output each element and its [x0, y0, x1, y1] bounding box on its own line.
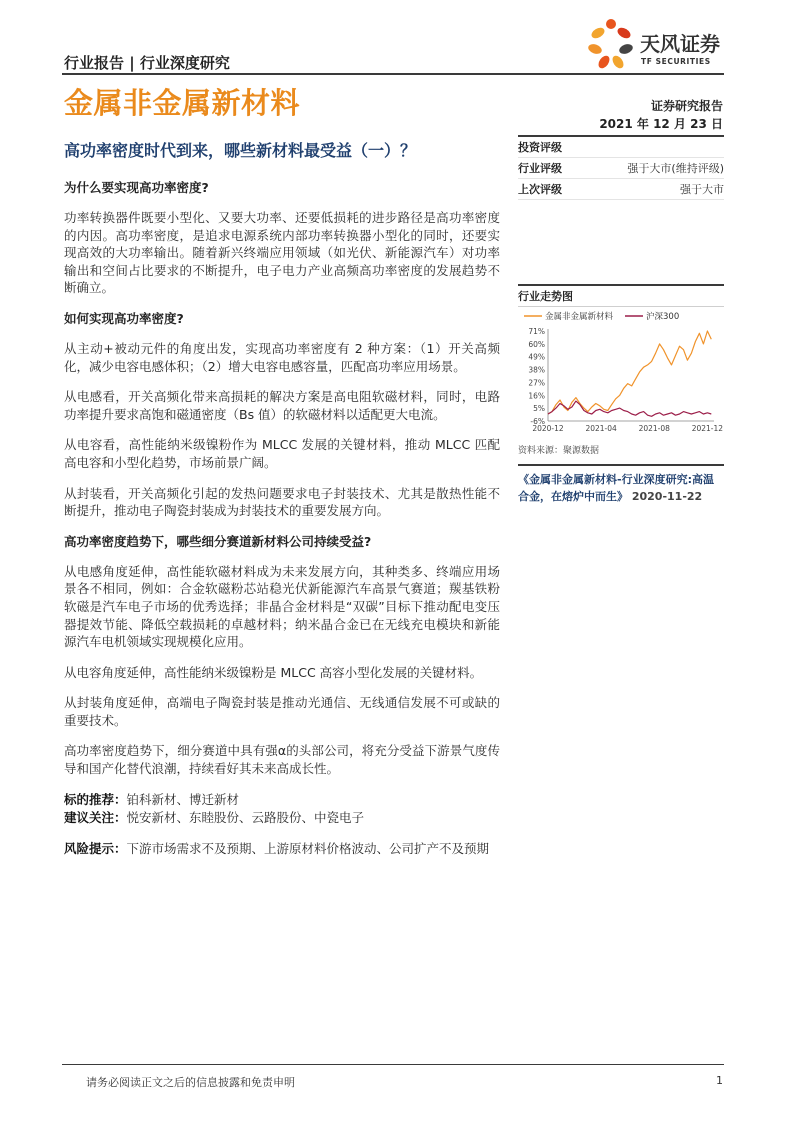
risk-text: 下游市场需求不及预期、上游原材料价格波动、公司扩产不及预期	[126, 840, 490, 856]
y-tick-label: 38%	[528, 365, 545, 375]
related-report-title: 《金属非金属新材料-行业深度研究:高温合金，在熔炉中而生》	[518, 473, 714, 503]
recommendation	[64, 791, 500, 809]
y-tick-label: 60%	[528, 339, 545, 349]
trend-title: 行业走势图	[518, 290, 573, 303]
rating-panel	[518, 135, 724, 200]
legend-label: 沪深300	[646, 312, 680, 322]
rating-header-label: 投资评级	[518, 141, 562, 154]
paragraph: 从电容角度延伸，高性能纳米级镍粉是 MLCC 高容小型化发展的关键材料。	[64, 664, 483, 680]
related-report	[518, 464, 724, 505]
legend-label: 金属非金属新材料	[545, 312, 614, 322]
doc-type: 证券研究报告	[650, 99, 723, 113]
risk-label: 风险提示：	[64, 840, 127, 856]
article-title: 高功率密度时代到来，哪些新材料最受益（一）？	[64, 141, 417, 160]
risk-note	[64, 840, 500, 858]
industry-rating-label: 行业评级	[518, 162, 562, 175]
report-type: 行业报告 | 行业深度研究	[64, 54, 230, 72]
x-tick-label: 2020-12	[532, 424, 564, 433]
x-tick-label: 2021-12	[691, 424, 724, 433]
industry-rating-value: 强于大市(维持评级)	[627, 162, 724, 175]
article-body	[64, 179, 500, 870]
tf-logo-icon	[584, 16, 636, 72]
x-tick-label: 2021-04	[585, 424, 617, 433]
paragraph: 从电感看，开关高频化带来高损耗的解决方案是高电阻软磁材料，同时，电路功率提升要求高饱和磁通密度（Bs 值）的软磁材料以适配更大电流。	[64, 389, 500, 422]
footer-disclaimer: 请务必阅读正文之后的信息披露和免责申明	[86, 1076, 295, 1089]
paragraph: 从封装看，开关高频化引起的发热问题要求电子封装技术、尤其是散热性能不断提升，推动电子陶瓷封装成为封装技术的重要发展方向。	[64, 485, 500, 519]
watch-list	[64, 809, 500, 827]
trend-chart	[518, 307, 724, 437]
paragraph: 从主动+被动元件的角度出发，实现高功率密度有 2 种方案：（1）开关高频化，减少电容电感体积；（2）增大电容电感容量，匹配高功率应用场景。	[64, 340, 500, 374]
y-tick-label: 71%	[528, 327, 545, 336]
logo-name-cn: 天风证券	[640, 32, 720, 56]
section-heading: 如何实现高功率密度?	[64, 310, 184, 326]
trend-header	[518, 284, 724, 307]
page-number: 1	[716, 1074, 723, 1087]
chart-source: 资料来源：聚源数据	[518, 446, 600, 456]
previous-rating-label: 上次评级	[518, 183, 562, 196]
footer-divider	[62, 1064, 724, 1065]
y-tick-label: 27%	[528, 378, 545, 388]
y-tick-label: 5%	[533, 404, 545, 414]
sector-title: 金属非金属新材料	[64, 86, 301, 120]
paragraph: 从电容看，高性能纳米级镍粉作为 MLCC 发展的关键材料，推动 MLCC 匹配高电容和小型化趋势，市场前景广阔。	[64, 437, 500, 470]
series-line	[548, 401, 711, 416]
y-tick-label: 49%	[528, 352, 545, 362]
previous-rating-row	[518, 179, 724, 200]
recommend-label: 标的推荐：	[64, 791, 127, 807]
industry-rating-row	[518, 158, 724, 179]
x-tick-label: 2021-08	[638, 424, 670, 433]
trend-panel	[518, 284, 724, 456]
y-tick-label: -6%	[530, 417, 545, 426]
doc-date: 2021 年 12 月 23 日	[599, 117, 723, 131]
y-tick-label: 16%	[528, 391, 545, 401]
paragraph: 功率转换器件既要小型化、又要大功率、还要低损耗的进步路径是高功率密度的内因。高功率密度，是追求电源系统内部功率转换器小型化的同时，还要实现高效的大功率输出。随着新兴终端应用领域（如光伏、新能源汽车）对功率输出和空间占比要求的不断提升，电子电力产业高频高功率密度的发展趋势不断确立。	[64, 210, 500, 296]
watch-label: 建议关注：	[64, 810, 127, 826]
section-heading: 高功率密度趋势下，哪些细分赛道新材料公司持续受益?	[64, 533, 372, 549]
header-divider	[62, 73, 724, 75]
paragraph: 从封装角度延伸，高端电子陶瓷封装是推动光通信、无线通信发展不可或缺的重要技术。	[64, 695, 500, 728]
related-report-date: 2020-11-22	[631, 490, 703, 503]
watch-text: 悦安新材、东睦股份、云路股份、中瓷电子	[126, 810, 365, 826]
series-line	[548, 331, 711, 414]
section-heading: 为什么要实现高功率密度?	[64, 180, 209, 195]
rating-header-row	[518, 135, 724, 158]
paragraph: 高功率密度趋势下，细分赛道中具有强α的头部公司，将充分受益下游景气度传导和国产化替代浪潮，持续看好其未来高成长性。	[64, 743, 500, 777]
paragraph: 从电感角度延伸，高性能软磁材料成为未来发展方向，其种类多、终端应用场景各不相同，例如：合金软磁粉芯站稳光伏新能源汽车高景气赛道；羰基铁粉软磁是汽车电子市场的优秀选择；非晶合金材料是“双碳”目标下推动配电变压器提效节能、降低空载损耗的卓越材料；纳米晶合金已在无线充电模块和新能源汽车电机领域实现规模化应用。	[64, 563, 500, 650]
logo-name-en: TF SECURITIES	[641, 57, 711, 66]
recommend-text: 铂科新材、博迁新材	[126, 791, 240, 807]
previous-rating-value: 强于大市	[680, 183, 724, 196]
